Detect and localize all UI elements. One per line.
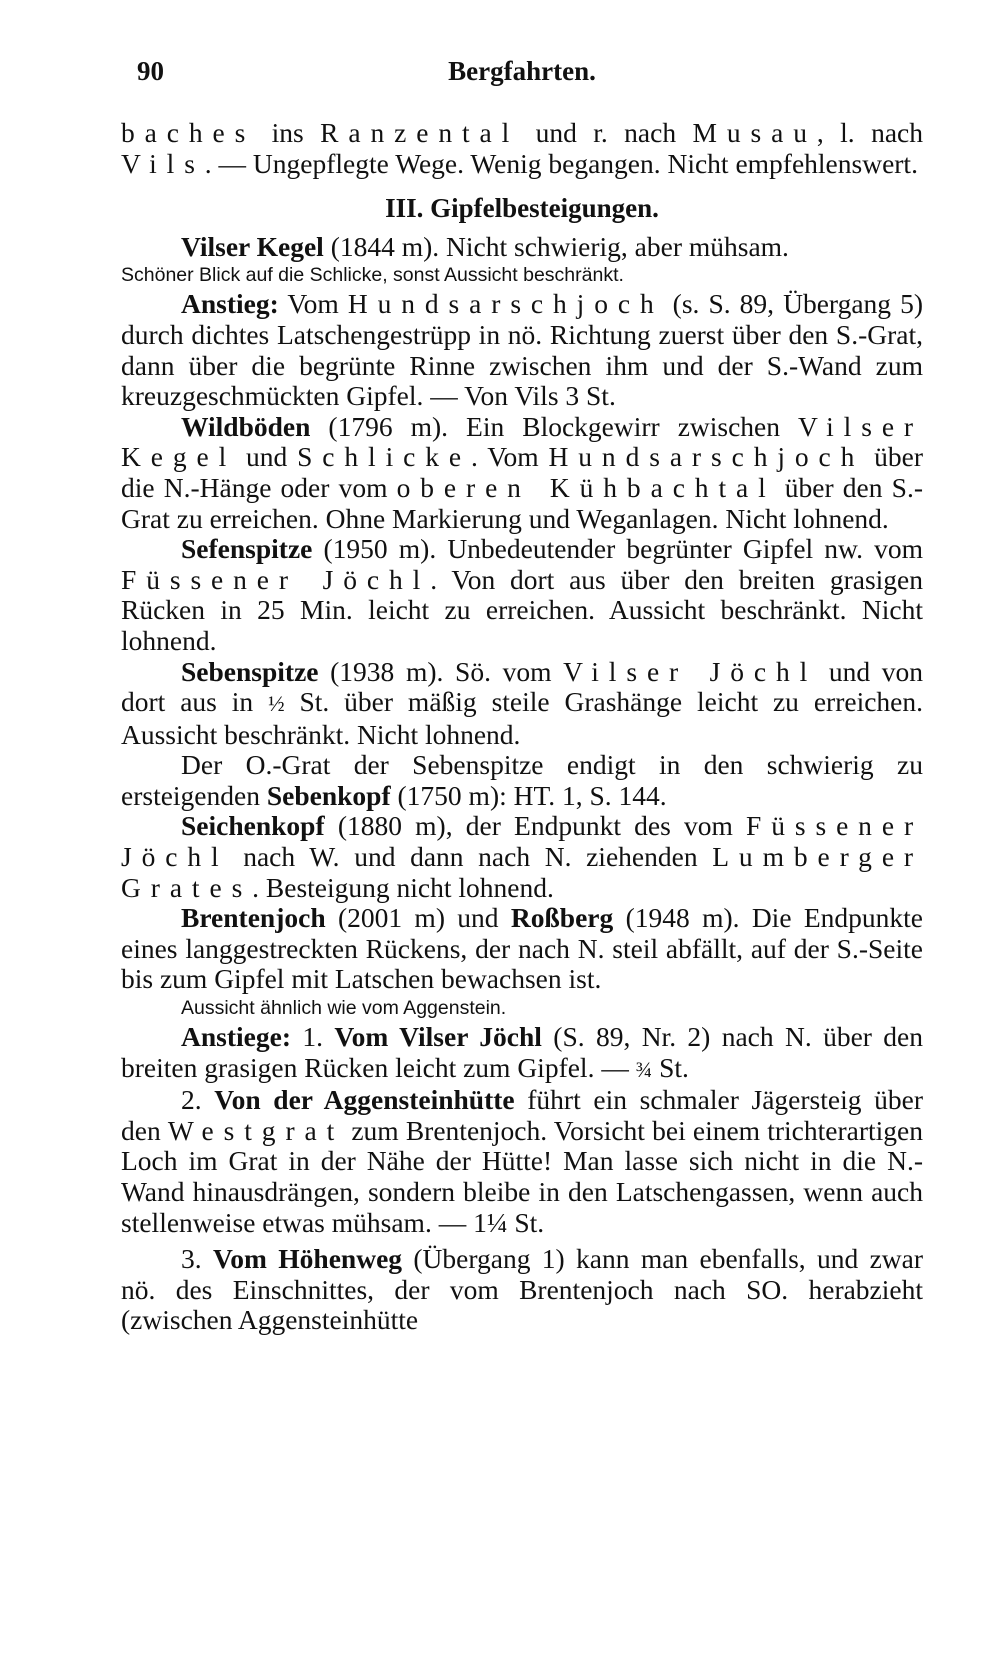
text-run: . Besteigung nicht lohnend. <box>252 871 554 903</box>
ascent-1-paragraph <box>121 1022 923 1085</box>
entry-sebenkopf <box>121 750 923 811</box>
text-run: . — Ungepflegte Wege. Wenig begangen. Nicht empfehlenswert. <box>204 147 918 179</box>
small-note: Aussicht ähnlich wie vom Aggenstein. <box>181 997 507 1020</box>
entry-seichenkopf <box>121 811 923 903</box>
spaced-place-name: Vilser Jöchl <box>563 655 818 687</box>
section-heading: III. Gipfelbesteigungen. <box>385 193 659 224</box>
text-run: 3. <box>181 1243 213 1275</box>
route-name: Von der Aggensteinhütte <box>214 1084 515 1116</box>
peak-name: Vilser Kegel <box>181 230 324 262</box>
text-run: (2001 m) und <box>325 902 511 934</box>
text-run: (1950 m). Unbedeutender begrünter Gipfel nw. vom <box>312 533 923 565</box>
fraction: ¾ <box>635 1056 653 1082</box>
text-run: (1796 m). Ein Blockgewirr zwischen <box>310 410 799 442</box>
text-run: St. <box>652 1051 689 1083</box>
spaced-place-name: Hundsarschjoch <box>347 288 664 320</box>
peak-name: Sebenspitze <box>181 655 319 687</box>
ascent-label: Anstiege: <box>181 1021 291 1053</box>
peak-name: Roßberg <box>510 902 614 934</box>
text-run: und <box>236 441 298 473</box>
spaced-place-name: Füssener Jöchl <box>121 810 923 873</box>
text-run: 1. <box>290 1021 335 1053</box>
spaced-place-name: oberen Kühbachtal <box>396 471 776 503</box>
text-run: (s. S. 89, Übergang 5) durch dichtes Latschengestrüpp in nö. Richtung zuerst über den S.-Grat, dann über die begrünte Rinne zwischen ihm und der S.-Wand zum kreuzgeschmückten Gipfel. — Von Vils 3 St. <box>121 288 923 412</box>
entry-brentenjoch <box>121 903 923 995</box>
text-run: und r. nach <box>519 117 693 148</box>
ascent-label: Anstieg: <box>181 288 279 320</box>
text-run: St. über mäßig steile Grashänge leicht zu erreichen. Aussicht beschränkt. Nicht lohnend. <box>121 686 923 750</box>
peak-name: Sebenkopf <box>266 779 391 811</box>
route-name: Vom Höhenweg <box>212 1243 403 1275</box>
text-run: . Vom <box>471 441 549 473</box>
text-run: über den S.-Grat zu erreichen. Ohne Markierung und Weganlagen. Nicht lohnend. <box>121 471 923 534</box>
spaced-place-name: Hundsarschjoch <box>548 441 865 473</box>
text-run: 2. <box>181 1084 215 1116</box>
entry-wildboeden <box>121 412 923 534</box>
peak-name: Wildböden <box>181 410 311 442</box>
small-note: Schöner Blick auf die Schlicke, sonst Aussicht beschränkt. <box>121 264 624 287</box>
page-body <box>121 118 923 1336</box>
text-run: ins <box>255 117 321 148</box>
text-run: nach W. und dann nach N. ziehenden <box>228 841 713 873</box>
running-title: Bergfahrten. <box>448 56 596 86</box>
text-run: und von dort aus in <box>121 655 924 718</box>
spaced-place-name: Ranzental <box>320 117 520 148</box>
text-run: zum Brentenjoch. Vorsicht bei einem trichterartigen Loch im Grat in der Nähe der Hütte! Man lasse sich nicht in die N.-Wand hinausdrängen, sondern bleibe in den Latschengassen, wenn auch stellenweise etwas mühsam. — 1¼ St. <box>121 1114 923 1238</box>
peak-name: Sefenspitze <box>181 533 313 565</box>
ascent-paragraph <box>121 289 923 411</box>
text-run: (1880 m), der Endpunkt des vom <box>324 810 747 842</box>
intro-paragraph <box>121 118 923 179</box>
spaced-place-name: Lumberger Grates <box>121 841 923 903</box>
ascent-2-paragraph <box>121 1085 923 1238</box>
text-run: , l. nach <box>816 117 923 148</box>
entry-sebenspitze <box>121 657 923 751</box>
text-run: (Übergang 1) kann man ebenfalls, und zwar nö. des Einschnittes, der vom Brentenjoch nach SO. herabzieht (zwischen Aggensteinhütte <box>121 1243 923 1336</box>
spaced-place-name: Schlicke <box>297 441 471 473</box>
spaced-place-name: Westgrat <box>167 1114 345 1146</box>
text-run: führt ein schmaler Jägersteig über den <box>121 1084 924 1146</box>
page-header <box>121 56 923 92</box>
spaced-place-name: Vils <box>121 147 205 179</box>
text-run: über die N.-Hänge oder vom <box>121 441 923 503</box>
entry-vilser-kegel <box>121 232 923 263</box>
text-run: Vom <box>278 288 348 320</box>
page-number: 90 <box>137 56 164 86</box>
text-run: (1750 m): HT. 1, S. 144. <box>390 779 667 811</box>
spaced-place-name: Musau <box>692 117 817 148</box>
spaced-place-name: Füssener Jöchl <box>121 563 431 595</box>
text-run: Der O.-Grat der Sebenspitze endigt in den schwierig zu ersteigenden <box>121 749 923 811</box>
peak-name: Seichenkopf <box>181 810 325 842</box>
text-run: (1938 m). Sö. vom <box>318 655 564 687</box>
text-run: (S. 89, Nr. 2) nach N. über den breiten grasigen Rücken leicht zum Gipfel. — <box>121 1021 923 1083</box>
spaced-word: baches <box>121 117 256 148</box>
text-run: (1948 m). Die Endpunkte eines langgestreckten Rückens, der nach N. steil abfällt, auf der S.-Seite bis zum Gipfel mit Latschen bewachsen ist. <box>121 902 923 995</box>
route-name: Vom Vilser Jöchl <box>334 1021 542 1053</box>
fraction: ½ <box>268 691 285 717</box>
entry-sefenspitze <box>121 534 923 656</box>
text-run: (1844 m). Nicht schwierig, aber mühsam. <box>323 230 789 262</box>
text-run: . Von dort aus über den breiten grasigen Rücken in 25 Min. leicht zu erreichen. Aussicht beschränkt. Nicht lohnend. <box>121 563 923 656</box>
peak-name: Brentenjoch <box>181 902 326 934</box>
spaced-place-name: Vilser Kegel <box>121 410 923 473</box>
ascent-3-paragraph <box>121 1244 923 1336</box>
